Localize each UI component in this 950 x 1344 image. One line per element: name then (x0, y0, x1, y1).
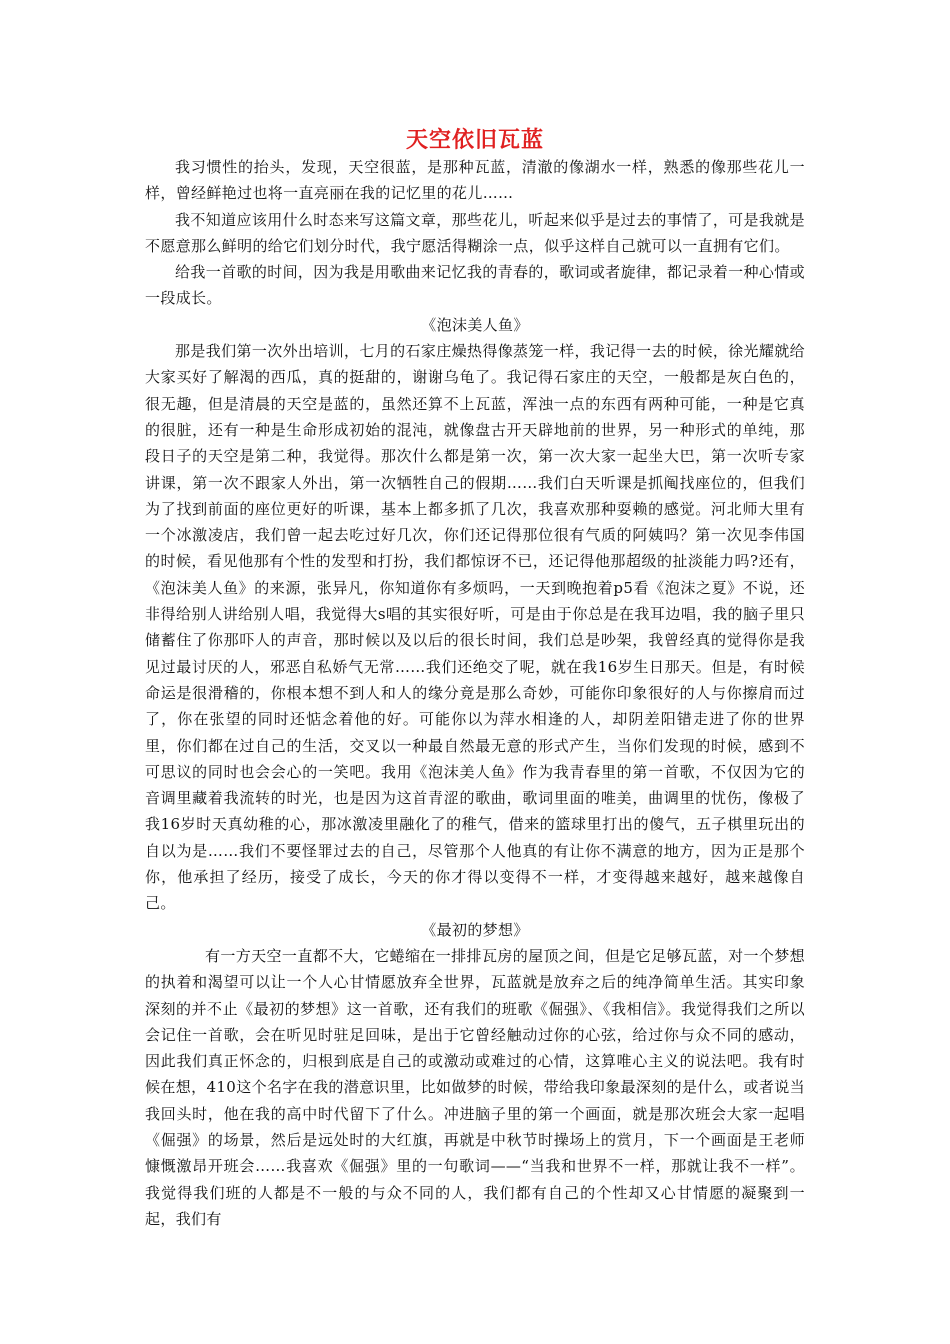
document-body (145, 126, 805, 1232)
section-paragraph-bubble-mermaid: 那是我们第一次外出培训，七月的石家庄燥热得像蒸笼一样，我记得一去的时候，徐光耀就给大家买好了解渴的西瓜，真的挺甜的，谢谢乌龟了。我记得石家庄的天空，一般都是灰白色的，很无趣，但是清晨的天空是蓝的，虽然还算不上瓦蓝，浑浊一点的东西有两种可能，一种是它真的很脏，还有一种是生命形成初始的混沌，就像盘古开天辟地前的世界，另一种形式的单纯，那段日子的天空是第二种，我觉得。那次什么都是第一次，第一次大家一起坐大巴，第一次听专家讲课，第一次不跟家人外出，第一次牺牲自己的假期……我们白天听课是抓阄找座位的，但我们为了找到前面的座位更好的听课，基本上都多抓了几次，我喜欢那种耍赖的感觉。河北师大里有一个冰激凌店，我们曾一起去吃过好几次，你们还记得那位很有气质的阿姨吗？第一次见李伟国的时候，看见他那有个性的发型和打扮，我们都惊讶不已，还记得他那超级的扯淡能力吗?还有，《泡沫美人鱼》的来源，张异凡，你知道你有多烦吗，一天到晚抱着p5看《泡沫之夏》不说，还非得给别人讲给别人唱，我觉得大s唱的其实很好听，可是由于你总是在我耳边唱，我的脑子里只储蓄住了你那吓人的声音，那时候以及以后的很长时间，我们总是吵架，我曾经真的觉得你是我见过最讨厌的人，邪恶自私娇气无常……我们还绝交了呢，就在我16岁生日那天。但是，有时候命运是很滑稽的，你根本想不到人和人的缘分竟是那么奇妙，可能你印象很好的人与你擦肩而过了，你在张望的同时还惦念着他的好。可能你以为萍水相逢的人，却阴差阳错走进了你的世界里，你们都在过自己的生活，交叉以一种最自然最无意的形式产生，当你们发现的时候，感到不可思议的同时也会会心的一笑吧。我用《泡沫美人鱼》作为我青春里的第一首歌，不仅因为它的音调里藏着我流转的时光，也是因为这首青涩的歌曲，歌词里面的唯美，曲调里的忧伤，像极了我16岁时天真幼稚的心，那冰激凌里融化了的稚气，借来的篮球里打出的傻气，五子棋里玩出的自以为是……我们不要怪罪过去的自己，尽管那个人他真的有让你不满意的地方，因为正是那个你，他承担了经历，接受了成长，今天的你才得以变得不一样，才变得越来越好，越来越像自己。 (145, 342, 805, 913)
intro-paragraph-2: 我不知道应该用什么时态来写这篇文章，那些花儿，听起来似乎是过去的事情了，可是我就是不愿意那么鲜明的给它们划分时代，我宁愿活得糊涂一点，似乎这样自己就可以一直拥有它们。 (145, 210, 805, 255)
section-heading-bubble-mermaid: 《泡沫美人鱼》 (421, 315, 529, 334)
section-paragraph-first-dream: 有一方天空一直都不大，它蜷缩在一排排瓦房的屋顶之间，但是它足够瓦蓝，对一个梦想的执着和渴望可以让一个人心甘情愿放弃全世界，瓦蓝就是放弃之后的纯净简单生活。其实印象深刻的并不止《最初的梦想》这一首歌，还有我们的班歌《倔强》、《我相信》。我觉得我们之所以会记住一首歌，会在听见时驻足回味，是出于它曾经触动过你的心弦，给过你与众不同的感动，因此我们真正怀念的，归根到底是自己的或激动或难过的心情，这算唯心主义的说法吧。我有时候在想，410这个名字在我的潜意识里，比如做梦的时候，带给我印象最深刻的是什么，或者说当我回头时，他在我的高中时代留下了什么。冲进脑子里的第一个画面，就是那次班会大家一起唱《倔强》的场景，然后是远处时的大红旗，再就是中秋节时操场上的赏月，下一个画面是王老师慷慨激昂开班会……我喜欢《倔强》里的一句歌词——“当我和世界不一样，那就让我不一样”。我觉得我们班的人都是不一般的与众不同的人，我们都有自己的个性却又心甘情愿的凝聚到一起，我们有 (145, 946, 805, 1228)
intro-paragraph-3: 给我一首歌的时间，因为我是用歌曲来记忆我的青春的，歌词或者旋律，都记录着一种心情或一段成长。 (145, 263, 805, 308)
document-title: 天空依旧瓦蓝 (405, 127, 544, 153)
intro-paragraph-1: 我习惯性的抬头，发现，天空很蓝，是那种瓦蓝，清澈的像湖水一样，熟悉的像那些花儿一样，曾经鲜艳过也将一直亮丽在我的记忆里的花儿…… (145, 158, 805, 203)
section-heading-first-dream: 《最初的梦想》 (421, 920, 529, 939)
